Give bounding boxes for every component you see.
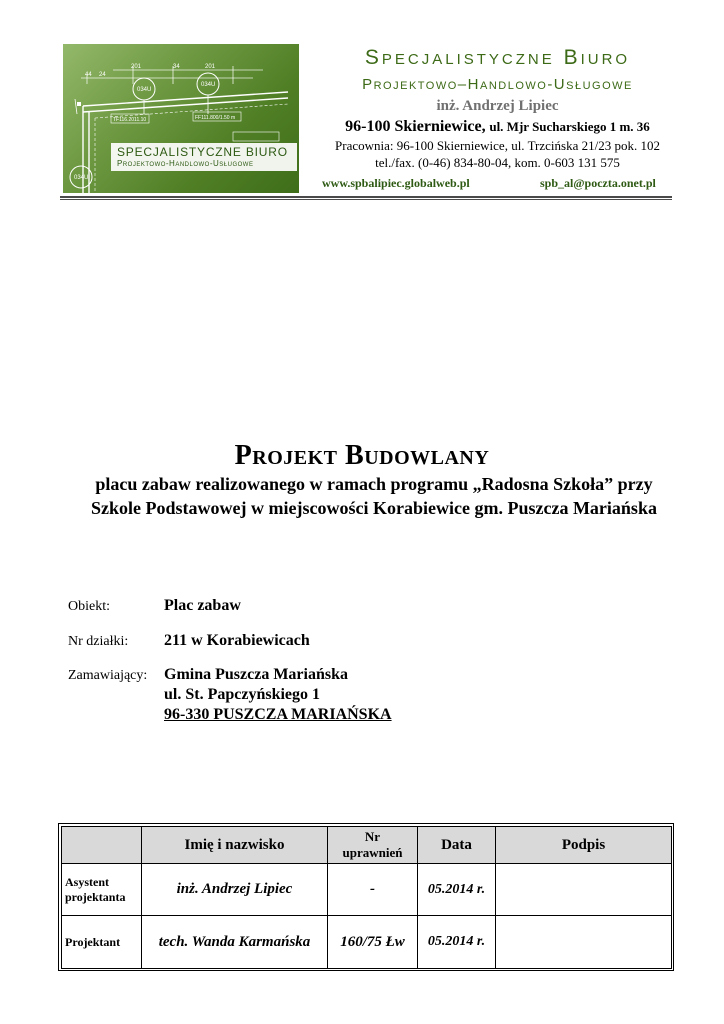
signature-cell[interactable] <box>496 916 672 969</box>
header-license-line1: Nr <box>364 829 381 844</box>
header-cell-signature: Podpis <box>496 827 672 864</box>
header-cell-name: Imię i nazwisko <box>142 827 328 864</box>
firm-name: Specjalistyczne Biuro <box>364 46 631 69</box>
firm-address <box>310 118 685 136</box>
company-logo <box>63 44 299 193</box>
license-cell: 160/75 Łw <box>328 916 418 969</box>
table-row <box>62 916 672 969</box>
table-row <box>62 864 672 916</box>
node-label: 034U <box>74 175 89 181</box>
client-street: ul. St. Papczyńskiego 1 <box>164 686 321 703</box>
object-value: Plac zabaw <box>164 597 241 614</box>
firm-street: ul. Mjr Sucharskiego 1 m. 36 <box>489 119 650 134</box>
role-line2: projektanta <box>65 889 126 904</box>
header-cell-license <box>328 827 418 864</box>
table-header-row <box>62 827 672 864</box>
logo-caption <box>111 143 297 171</box>
license-cell: - <box>328 864 418 916</box>
header-cell-role <box>62 827 142 864</box>
header-divider <box>60 196 672 198</box>
engineer-name: inż. Andrzej Lipiec <box>436 98 559 114</box>
plot-value: 211 w Korabiewicach <box>164 632 310 649</box>
dim-label: 24 <box>99 72 106 78</box>
header-cell-date: Data <box>418 827 496 864</box>
client-label: Zamawiający: <box>68 668 148 683</box>
document-subtitle-line1: placu zabaw realizowanego w ramach programu „Radosna Szkoła” przy <box>95 474 653 494</box>
name-cell: tech. Wanda Karmańska <box>142 916 328 969</box>
signature-cell[interactable] <box>496 864 672 916</box>
date-cell: 05.2014 r. <box>418 864 496 916</box>
document-title: Projekt Budowlany <box>234 440 490 471</box>
header-license-line2: uprawnień <box>342 845 403 860</box>
plot-label: Nr działki: <box>68 634 129 649</box>
dim-label: 201 <box>205 64 216 70</box>
drawing-note: TF116.2011.10 <box>113 117 147 123</box>
dim-label: 201 <box>131 64 142 70</box>
object-label: Obiekt: <box>68 599 110 614</box>
logo-caption-line1: SPECJALISTYCZNE BIURO <box>117 145 288 159</box>
firm-type: Projektowo–Handlowo-Usługowe <box>362 76 633 93</box>
role-cell <box>62 864 142 916</box>
dim-label: 34 <box>173 64 180 70</box>
date-cell: 05.2014 r. <box>418 916 496 969</box>
logo-caption-line2: Projektowo-Handlowo-Usługowe <box>117 159 254 168</box>
email-link[interactable]: spb_al@poczta.onet.pl <box>540 176 656 190</box>
signature-table <box>61 826 672 969</box>
client-name: Gmina Puszcza Mariańska <box>164 666 348 683</box>
role-line1: Asystent <box>65 874 109 889</box>
header-divider-thin <box>60 199 672 200</box>
name-cell: inż. Andrzej Lipiec <box>142 864 328 916</box>
firm-city: 96-100 Skierniewice, <box>345 118 486 135</box>
workshop-address: Pracownia: 96-100 Skierniewice, ul. Trzcińska 21/23 pok. 102 <box>335 138 660 153</box>
node-label: 034U <box>137 87 152 93</box>
phone-line: tel./fax. (0-46) 834-80-04, kom. 0-603 131 575 <box>375 155 620 170</box>
dim-label: 44 <box>85 72 92 78</box>
role-line1: Projektant <box>65 934 121 949</box>
drawing-note: FF111.800/1.50 m <box>195 115 236 121</box>
client-city: 96-330 PUSZCZA MARIAŃSKA <box>164 706 392 723</box>
node-label: 034U <box>201 82 216 88</box>
document-subtitle-line2: Szkole Podstawowej w miejscowości Korabiewice gm. Puszcza Mariańska <box>91 498 657 518</box>
website-link[interactable]: www.spbalipiec.globalweb.pl <box>322 176 470 190</box>
role-cell <box>62 916 142 969</box>
